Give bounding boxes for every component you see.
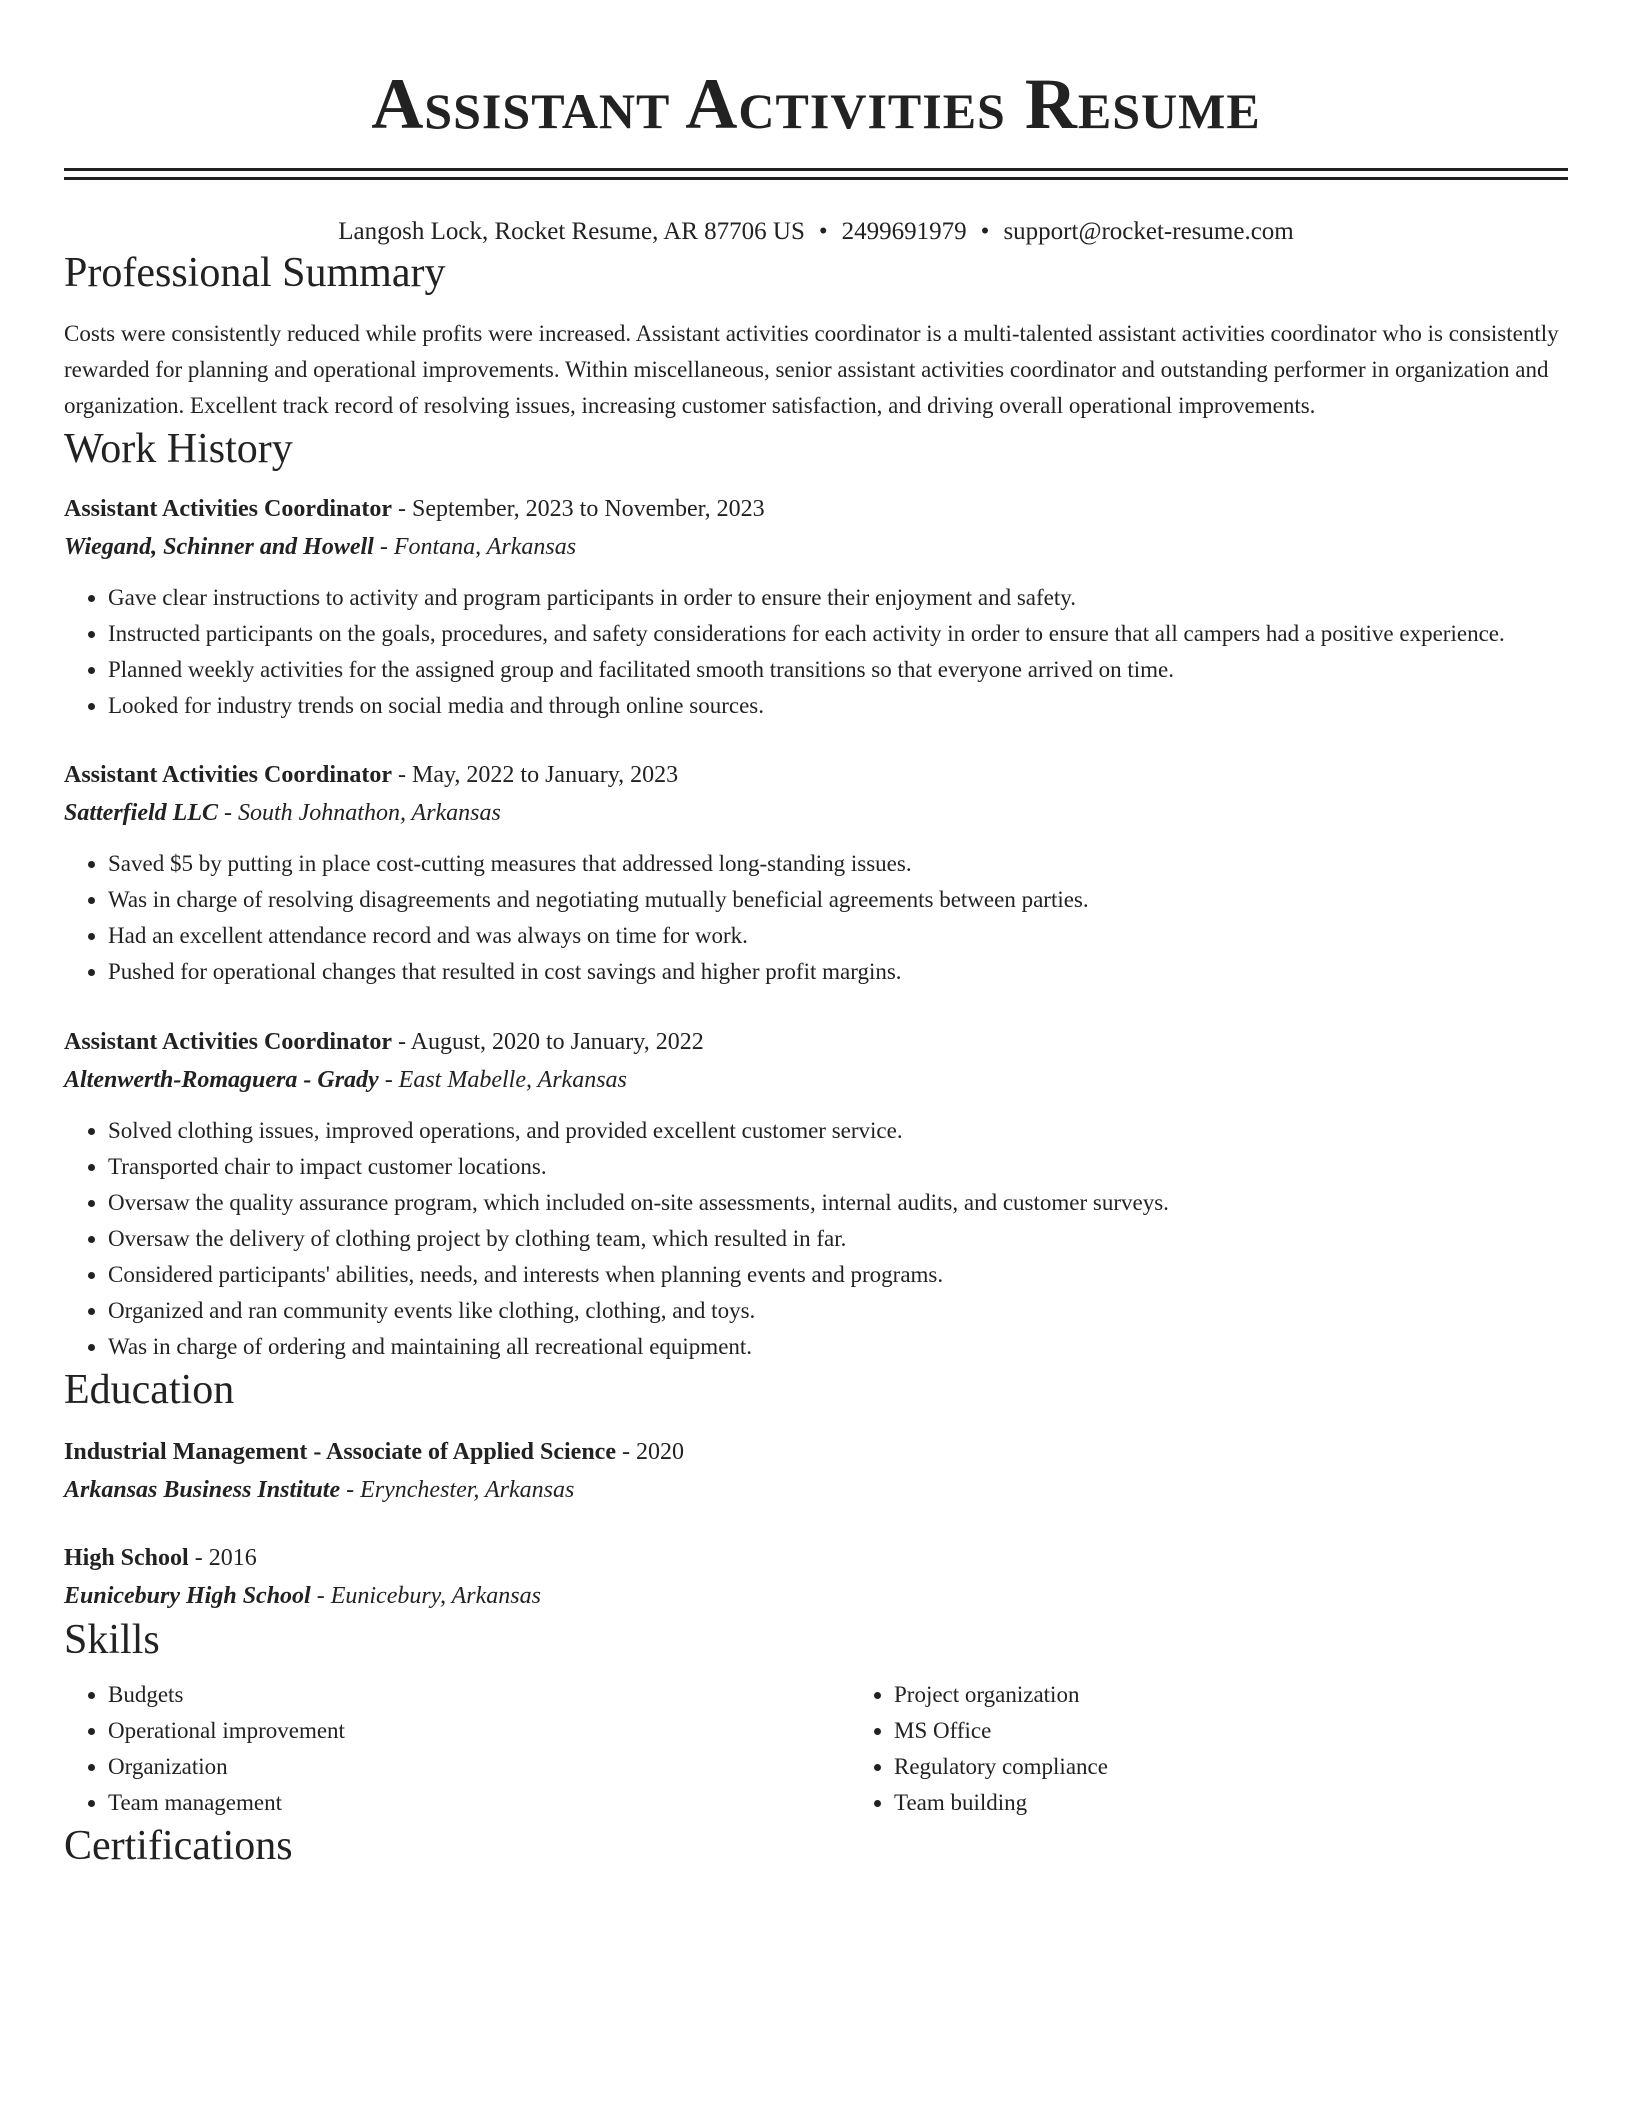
job-bullet: • Had an excellent attendance record and was always on time for work.: [108, 918, 1568, 954]
skills-grid: [64, 1677, 1568, 1821]
skills-list-left: [64, 1677, 850, 1821]
job-role: Assistant Activities Coordinator: [64, 496, 392, 522]
education-heading: Education: [64, 1367, 235, 1413]
education-school-line: [64, 1471, 1568, 1509]
education-entry: [64, 1539, 1568, 1615]
job-header: [64, 1023, 1568, 1061]
job-bullets: [64, 580, 1568, 724]
job-bullet: • Saved $5 by putting in place cost-cutting measures that addressed long-standing issues.: [108, 846, 1568, 882]
skill-item: • Team building: [894, 1785, 1632, 1821]
skill-item: • Organization: [108, 1749, 850, 1785]
job-employer: [64, 528, 1568, 566]
job-header: [64, 756, 1568, 794]
contact-email: support@rocket-resume.com: [1003, 218, 1294, 245]
job-bullet: • Transported chair to impact customer locations.: [108, 1149, 1568, 1185]
job-bullet: • Solved clothing issues, improved operations, and provided excellent customer service.: [108, 1113, 1568, 1149]
job-bullets: [64, 846, 1568, 990]
job-dates: - August, 2020 to January, 2022: [391, 1029, 704, 1055]
job-bullet: • Was in charge of resolving disagreements and negotiating mutually beneficial agreements between parties.: [108, 882, 1568, 918]
job-bullets: [64, 1113, 1568, 1365]
education-school: Eunicebury High School: [64, 1583, 311, 1609]
job-header: [64, 490, 1568, 528]
job-location: - East Mabelle, Arkansas: [378, 1067, 627, 1093]
job-entry: [64, 756, 1568, 990]
job-bullet: • Was in charge of ordering and maintaining all recreational equipment.: [108, 1329, 1568, 1365]
summary-text: Costs were consistently reduced while profits were increased. Assistant activities coordinator is a multi-talented assistant activities coordinator who is consistently rewarded for planning and operational improvements. Within miscellaneous, senior assistant activities coordinator and outstanding performer in organization and organization. Excellent track record of resolving issues, increasing customer satisfaction, and driving overall operational improvements.: [64, 321, 1559, 418]
education-degree: Industrial Management - Associate of Applied Science: [64, 1439, 616, 1465]
work-history-heading: Work History: [64, 426, 293, 472]
job-bullet: • Pushed for operational changes that resulted in cost savings and higher profit margins.: [108, 954, 1568, 990]
job-entry: [64, 1023, 1568, 1365]
job-dates: - September, 2023 to November, 2023: [391, 496, 765, 522]
job-bullet: • Instructed participants on the goals, procedures, and safety considerations for each activity in order to ensure that all campers had a positive experience.: [108, 616, 1568, 652]
education-entry: [64, 1433, 1568, 1509]
skill-item: • Team management: [108, 1785, 850, 1821]
job-bullet: • Looked for industry trends on social media and through online sources.: [108, 688, 1568, 724]
job-location: - Fontana, Arkansas: [373, 534, 577, 560]
skills-heading: Skills: [64, 1617, 160, 1663]
education-school-line: [64, 1577, 1568, 1615]
education-location: - Erynchester, Arkansas: [340, 1477, 575, 1503]
education-header: [64, 1433, 1568, 1471]
job-bullet: • Gave clear instructions to activity and program participants in order to ensure their enjoyment and safety.: [108, 580, 1568, 616]
job-employer: [64, 794, 1568, 832]
education-school: Arkansas Business Institute: [64, 1477, 341, 1503]
job-company: Satterfield LLC: [64, 800, 218, 826]
job-role: Assistant Activities Coordinator: [64, 762, 392, 788]
job-bullet: • Oversaw the quality assurance program, which included on-site assessments, internal audits, and customer surveys.: [108, 1185, 1568, 1221]
job-location: - South Johnathon, Arkansas: [217, 800, 501, 826]
summary-heading: Professional Summary: [64, 250, 446, 296]
contact-phone: 2499691979: [841, 218, 967, 245]
job-entry: [64, 490, 1568, 724]
skills-list-right: [850, 1677, 1632, 1821]
title-divider: [64, 168, 1568, 180]
job-bullet: • Oversaw the delivery of clothing project by clothing team, which resulted in far.: [108, 1221, 1568, 1257]
job-role: Assistant Activities Coordinator: [64, 1029, 392, 1055]
contact-separator: •: [980, 218, 990, 245]
skill-item: • Operational improvement: [108, 1713, 850, 1749]
contact-line: [64, 216, 1568, 248]
contact-separator: •: [818, 218, 828, 245]
resume-page: [64, 0, 1568, 1871]
skill-item: • Budgets: [108, 1677, 850, 1713]
skill-item: • MS Office: [894, 1713, 1632, 1749]
skill-item: • Project organization: [894, 1677, 1632, 1713]
education-header: [64, 1539, 1568, 1577]
education-year: - 2016: [188, 1545, 257, 1571]
education-location: - Eunicebury, Arkansas: [310, 1583, 541, 1609]
job-company: Altenwerth-Romaguera - Grady: [64, 1067, 379, 1093]
skill-item: • Regulatory compliance: [894, 1749, 1632, 1785]
education-year: - 2020: [616, 1439, 684, 1465]
job-company: Wiegand, Schinner and Howell: [64, 534, 374, 560]
education-degree: High School: [64, 1545, 189, 1571]
job-employer: [64, 1061, 1568, 1099]
certifications-heading: Certifications: [64, 1823, 293, 1869]
contact-address: Langosh Lock, Rocket Resume, AR 87706 US: [338, 218, 805, 245]
resume-title: Assistant Activities Resume: [371, 64, 1261, 144]
job-bullet: • Considered participants' abilities, needs, and interests when planning events and programs.: [108, 1257, 1568, 1293]
job-bullet: • Organized and ran community events like clothing, clothing, and toys.: [108, 1293, 1568, 1329]
job-bullet: • Planned weekly activities for the assigned group and facilitated smooth transitions so that everyone arrived on time.: [108, 652, 1568, 688]
job-dates: - May, 2022 to January, 2023: [391, 762, 679, 788]
